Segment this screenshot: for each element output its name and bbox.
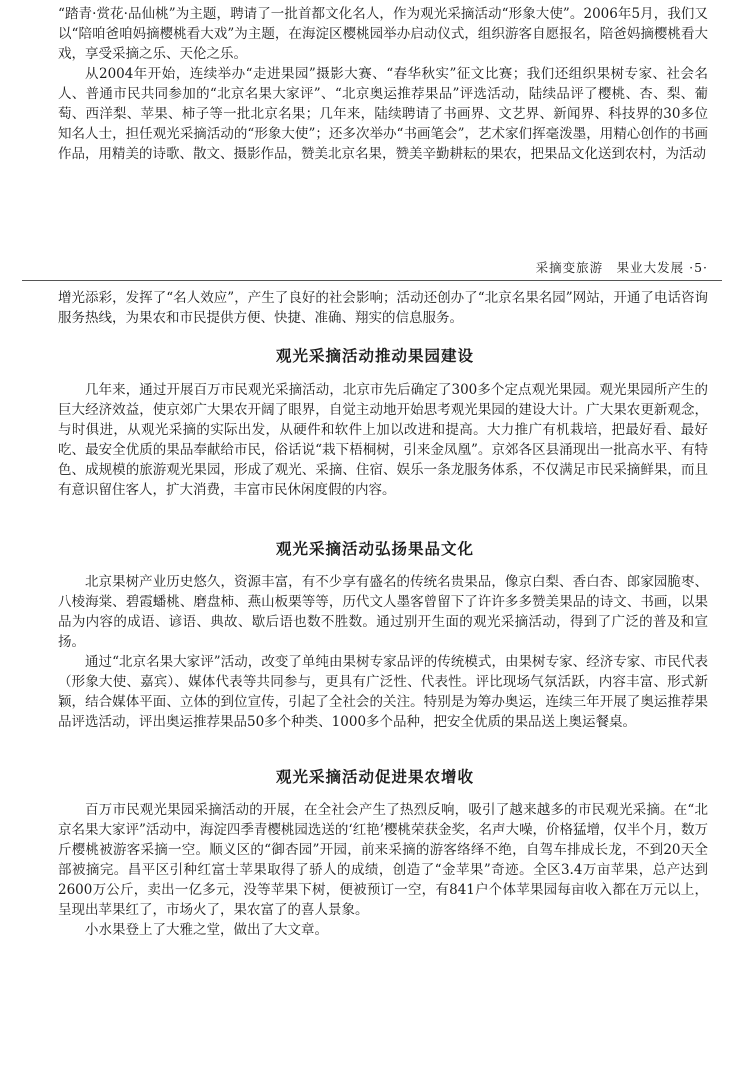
paragraph: 增光添彩，发挥了“名人效应”，产生了良好的社会影响；活动还创办了“北京名果名园”网站，开通了电话咨询服务热线，为果农和市民提供方便、快捷、准确、翔实的信息服务。 <box>58 290 708 326</box>
section-heading: 观光采摘活动促进果农增收 <box>275 768 474 786</box>
paragraph: 小水果登上了大雅之堂，做出了大文章。 <box>85 922 328 938</box>
header-rule <box>22 280 722 281</box>
page-number: ·5· <box>689 260 708 275</box>
top-text-block <box>58 4 708 164</box>
section-body <box>58 800 708 940</box>
paragraph: 百万市民观光果园采摘活动的开展，在全社会产生了热烈反响，吸引了越来越多的市民观光采摘。在“北京名果大家评”活动中，海淀四季青樱桃园选送的‘红艳’樱桃荣获金奖，名声大噪，价格猛增，仅半个月，数万斤樱桃被游客采摘一空。顺义区的“御杏园”开园，前来采摘的游客络绎不绝，自驾车排成长龙，不到20天全部被摘完。昌平区引种红富士苹果取得了骄人的成绩，创造了“金苹果”奇迹。全区3.4万亩苹果，总产达到2600万公斤，卖出一亿多元，没等苹果下树，便被预订一空，有841户个体苹果园每亩收入都在万元以上，呈现出苹果红了，市场火了，果农富了的喜人景象。 <box>58 802 708 918</box>
section-heading: 观光采摘活动弘扬果品文化 <box>275 540 474 558</box>
paragraph: 从2004年开始，连续举办“走进果园”摄影大赛、“春华秋实”征文比赛；我们还组织果树专家、社会名人、普通市民共同参加的“北京名果大家评”、“北京奥运推荐果品”评选活动，陆续品评了樱桃、杏、梨、葡萄、西洋梨、苹果、柿子等一批北京名果；几年来，陆续聘请了书画界、文艺界、新闻界、科技界的30多位知名人士，担任观光采摘活动的“形象大使”；还多次举办“书画笔会”，艺术家们挥毫泼墨，用精心创作的书画作品，用精美的诗歌、散文、摄影作品，赞美北京名果，赞美辛勤耕耘的果农，把果品文化送到农村，为活动 <box>58 66 708 162</box>
section-body <box>58 572 708 732</box>
continuation-block <box>58 288 708 328</box>
running-title: 采摘变旅游 果业大发展 <box>535 260 685 275</box>
section-heading: 观光采摘活动推动果园建设 <box>275 347 474 365</box>
paragraph: 通过“北京名果大家评”活动，改变了单纯由果树专家品评的传统模式，由果树专家、经济专家、市民代表（形象大使、嘉宾）、媒体代表等共同参与，更具有广泛性、代表性。评比现场气氛活跃，内容丰富、形式新颖，结合媒体平面、立体的到位宣传，引起了全社会的关注。特别是为筹办奥运，连续三年开展了奥运推荐果品评选活动，评出奥运推荐果品50多个种类、1000多个品种，把安全优质的果品送上奥运餐桌。 <box>58 654 708 730</box>
running-header-text <box>536 258 708 276</box>
paragraph: 几年来，通过开展百万市民观光采摘活动，北京市先后确定了300多个定点观光果园。观光果园所产生的巨大经济效益，使京郊广大果农开阔了眼界，自觉主动地开始思考观光果园的建设大计。广大果农更新观念，与时俱进，从观光采摘的实际出发，从硬件和软件上加以改进和提高。大力推广有机栽培，把最好看、最好吃、最安全优质的果品奉献给市民，俗话说“栽下梧桐树，引来金凤凰”。京郊各区县涌现出一批高水平、有特色、成规模的旅游观光果园，形成了观光、采摘、住宿、娱乐一条龙服务体系，不仅满足市民采摘鲜果，而且有意识留住客人，扩大消费，丰富市民休闲度假的内容。 <box>58 382 708 498</box>
paragraph: 北京果树产业历史悠久，资源丰富，有不少享有盛名的传统名贵果品，像京白梨、香白杏、郎家园脆枣、八棱海棠、碧霞蟠桃、磨盘柿、燕山板栗等等，历代文人墨客曾留下了许许多多赞美果品的诗文、书画，以果品为内容的成语、谚语、典故、歇后语也数不胜数。通过别开生面的观光采摘活动，得到了广泛的普及和宣扬。 <box>58 574 708 650</box>
section-body <box>58 380 708 500</box>
paragraph: “踏青·赏花·品仙桃”为主题，聘请了一批首都文化名人，作为观光采摘活动“形象大使”。2006年5月，我们又以“陪咱爸咱妈摘樱桃看大戏”为主题，在海淀区樱桃园举办启动仪式，组织游客自愿报名，陪爸妈摘樱桃看大戏，享受采摘之乐、天伦之乐。 <box>58 6 708 62</box>
running-header <box>22 258 722 278</box>
